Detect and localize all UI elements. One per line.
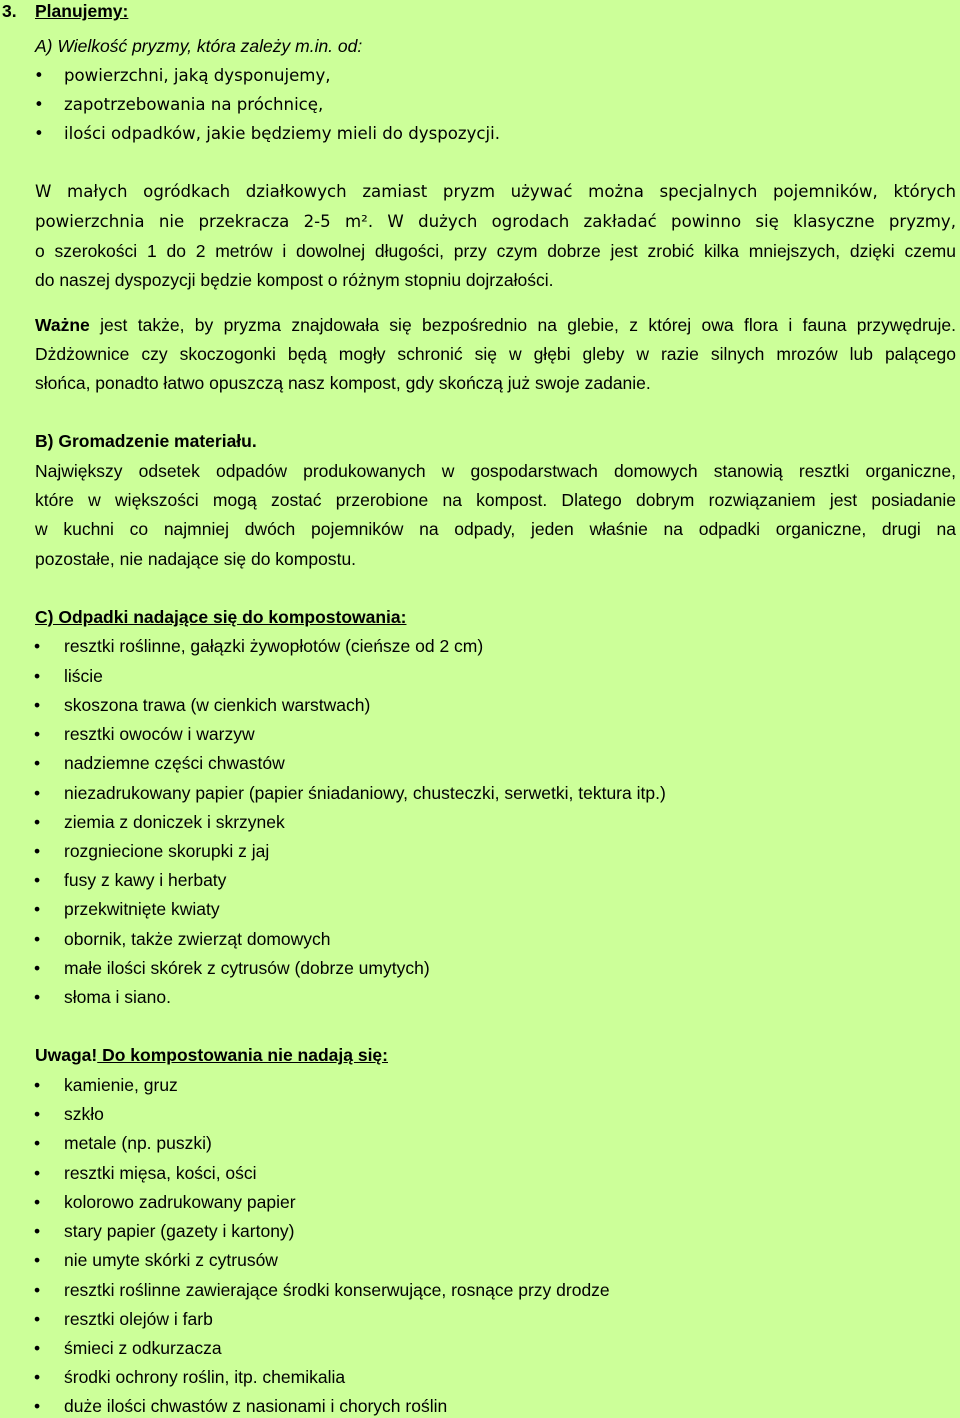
warning-bullet: • duże ilości chwastów z nasionami i chorych roślin [46,1395,429,1417]
section-number: 3. [2,1,17,21]
part-b-paragraph-line: pozostałe, nie nadające się do kompostu. [35,549,357,569]
warning-bullet: • śmieci z odkurzacza [46,1337,204,1359]
part-a-paragraph-line: Ważne jest także, by pryzma znajdowała się bezpośrednio na glebie, z której owa flora i fauna przywędruje. [35,315,956,335]
part-c-bullet: • resztki roślinne, gałązki żywopłotów (cieńsze od 2 cm) [46,635,465,657]
warning-bullet: • resztki mięsa, kości, ości [46,1162,239,1184]
warning-bullet: • stary papier (gazety i kartony) [46,1220,277,1242]
part-c-bullet: • resztki owoców i warzyw [46,723,237,745]
part-a-paragraph-line: powierzchnia nie przekracza 2-5 m². W dużych ogrodach zakładać powinno się klasyczne pryzmy, [35,212,956,231]
warning-bullet: • środki ochrony roślin, itp. chemikalia [46,1366,327,1388]
warning-bullet: • kamienie, gruz [46,1074,160,1096]
warning-bullet: • kolorowo zadrukowany papier [46,1191,278,1213]
warning-bullet: • szkło [46,1103,86,1125]
part-c-bullet: • niezadrukowany papier (papier śniadaniowy, chusteczki, serwetki, tektura itp.) [46,782,648,804]
part-c-bullet: • liście [46,665,85,687]
part-a-paragraph-line: o szerokości 1 do 2 metrów i dowolnej długości, przy czym dobrze jest zrobić kilka mniejszych, dzięki czemu [35,241,956,261]
important-label: Ważne [35,315,90,335]
part-b-paragraph-line: Największy odsetek odpadów produkowanych w gospodarstwach domowych stanowią resztki organiczne, [35,461,956,481]
part-c-heading: C) Odpadki nadające się do kompostowania: [35,607,407,627]
part-a-paragraph-line: słońca, ponadto łatwo opuszczą nasz kompost, gdy skończą już swoje zadanie. [35,373,651,393]
section-heading [2,0,128,22]
part-b-heading: B) Gromadzenie materiału. [35,431,257,451]
warning-bullet: • nie umyte skórki z cytrusów [46,1249,260,1271]
part-c-bullet: • ziemia z doniczek i skrzynek [46,811,267,833]
part-c-bullet: • rozgniecione skorupki z jaj [46,840,251,862]
warning-bullet: • resztki olejów i farb [46,1308,195,1330]
warning-bullet: • metale (np. puszki) [46,1132,194,1154]
part-a-paragraph-line: W małych ogródkach działkowych zamiast pryzm używać można specjalnych pojemników, których [35,182,956,201]
part-c-bullet: • nadziemne części chwastów [46,752,267,774]
warning-bullet: • resztki roślinne zawierające środki konserwujące, rosnące przy drodze [46,1279,592,1301]
part-b-paragraph-line: w kuchni co najmniej dwóch pojemników na odpady, jeden właśnie na odpadki organiczne, drugi na [35,519,956,539]
part-a-bullet: • ilości odpadków, jakie będziemy mieli do dyspozycji. [46,123,482,145]
part-a-bullet: • zapotrzebowania na próchnicę, [46,94,305,116]
part-c-bullet: • skoszona trawa (w cienkich warstwach) [46,694,352,716]
part-c-bullet: • obornik, także zwierząt domowych [46,928,313,950]
part-a-paragraph-line: do naszej dyspozycji będzie kompost o różnym stopniu dojrzałości. [35,270,554,290]
part-a-heading: A) Wielkość pryzmy, która zależy m.in. od: [35,36,363,56]
part-c-bullet: • fusy z kawy i herbaty [46,869,208,891]
part-c-bullet: • przekwitnięte kwiaty [46,898,202,920]
part-a-paragraph-line: Dżdżownice czy skoczogonki będą mogły schronić się w głębi gleby w razie silnych mrozów lub palącego [35,344,956,364]
section-title: Planujemy: [35,1,129,21]
warning-label: Uwaga! [35,1045,98,1065]
part-c-bullet: • słoma i siano. [46,986,153,1008]
part-b-paragraph-line: które w większości mogą zostać przerobione na kompost. Dlatego dobrym rozwiązaniem jest posiadanie [35,490,956,510]
part-c-bullet: • małe ilości skórek z cytrusów (dobrze umytych) [46,957,412,979]
part-a-bullet: • powierzchni, jaką dysponujemy, [46,65,313,87]
warning-heading: Uwaga! Do kompostowania nie nadają się: [35,1045,388,1065]
